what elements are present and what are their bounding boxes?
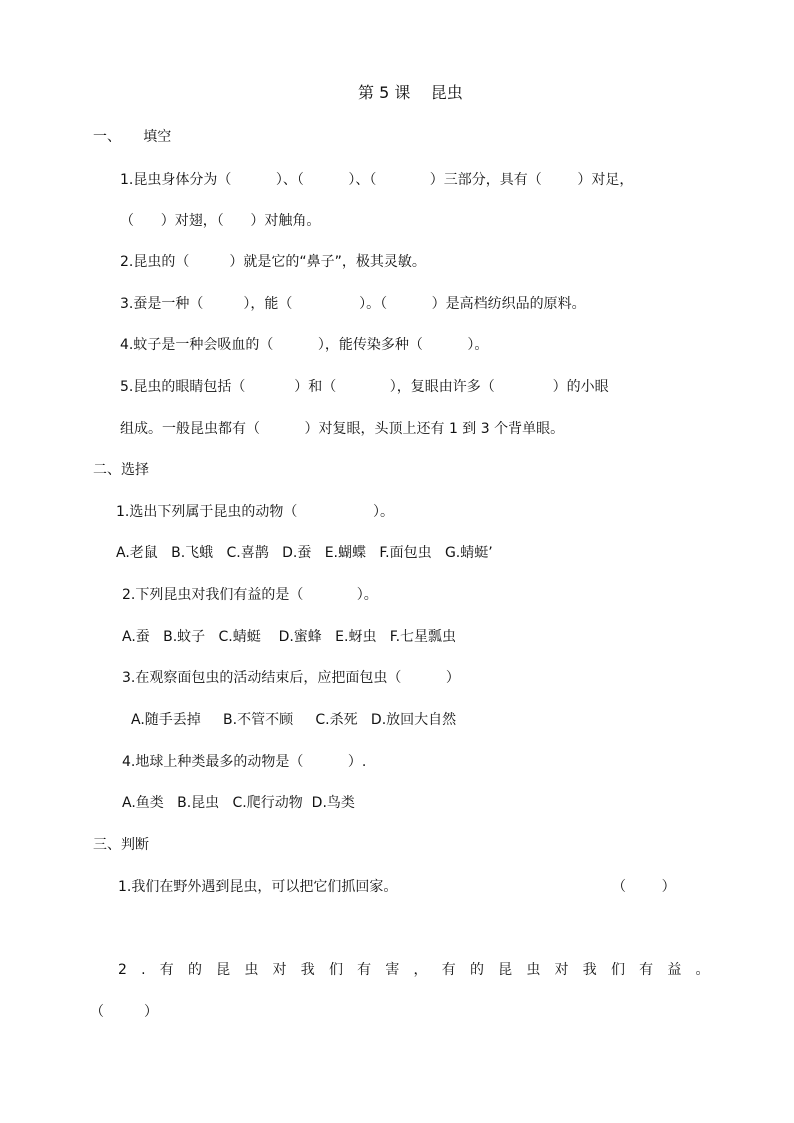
fill-question-1-line-1: 1.昆虫身体分为（ ）、（ ）、（ ）三部分，具有（ ）对足， [120,172,634,188]
fill-question-5-line-1: 5.昆虫的眼睛包括（ ）和（ ），复眼由许多（ ）的小眼 [120,379,609,395]
fill-question-4: 4.蚊子是一种会吸血的（ ），能传染多种（ ）。 [120,337,489,353]
fill-question-5-line-2: 组成。一般昆虫都有（ ）对复眼，头顶上还有 1 到 3 个背单眼。 [120,421,565,437]
choice-question-3: 3.在观察面包虫的活动结束后，应把面包虫（ ） [122,670,460,686]
judge-question-2: 2.有的昆虫对我们有害，有的昆虫对我们有益。 [118,962,724,978]
section-judge-heading: 三、判断 [93,837,149,853]
choice-question-1: 1.选出下列属于昆虫的动物（ ）。 [116,504,395,520]
section-fill-in-heading: 一、 填空 [93,129,172,145]
page-title: 第 5 课 昆虫 [358,83,463,102]
choice-question-2-options: A.蚕 B.蚊子 C.蜻蜓 D.蜜蜂 E.蚜虫 F.七星瓢虫 [122,629,457,645]
section-choice-heading: 二、选择 [93,462,149,478]
choice-question-3-options: A.随手丢掉 B.不管不顾 C.杀死 D.放回大自然 [131,712,457,728]
fill-question-2: 2.昆虫的（ ）就是它的“鼻子”，极其灵敏。 [120,254,426,270]
fill-question-1-line-2: （ ）对翅，（ ）对触角。 [120,213,321,229]
judge-question-1: 1.我们在野外遇到昆虫，可以把它们抓回家。 [118,879,398,895]
judge-question-1-answer: （ ） [612,879,676,895]
judge-question-2-answer: （ ） [90,1004,159,1020]
choice-question-2: 2.下列昆虫对我们有益的是（ ）。 [122,587,378,603]
choice-question-1-options: A.老鼠 B.飞蛾 C.喜鹊 D.蚕 E.蝴蝶 F.面包虫 G.蜻蜓’ [116,545,493,561]
choice-question-4: 4.地球上种类最多的动物是（ ）. [122,754,367,770]
choice-question-4-options: A.鱼类 B.昆虫 C.爬行动物 D.鸟类 [122,795,355,811]
fill-question-3: 3.蚕是一种（ ），能（ ）。（ ）是高档纺织品的原料。 [120,296,586,312]
